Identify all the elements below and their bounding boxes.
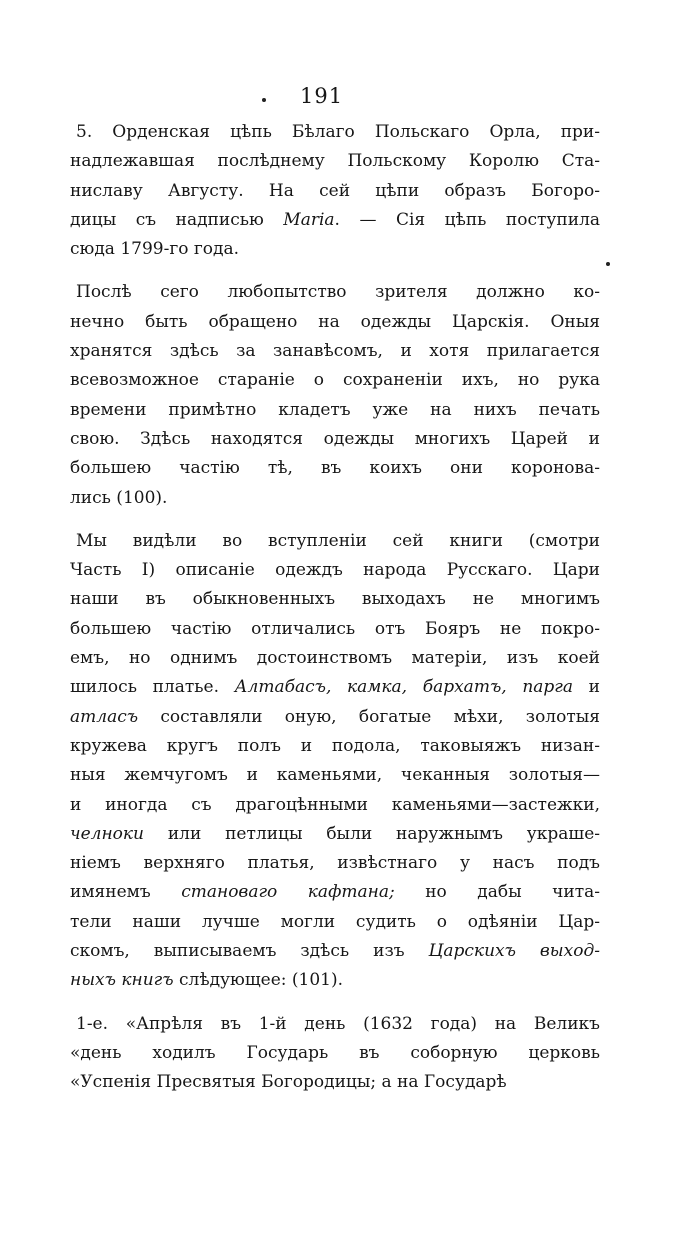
body-text [70, 118, 600, 1098]
text-line [70, 118, 600, 147]
text-line [70, 235, 600, 264]
text-line [70, 615, 600, 644]
text-line [70, 337, 600, 366]
text-line [70, 366, 600, 395]
italic-segment: становаго кафтана; [181, 882, 395, 903]
text-segment: всевозможное стараніе о сохраненіи ихъ, но рука [70, 370, 600, 391]
text-line [70, 791, 600, 820]
text-segment: «Успенія Пресвятыя Богородицы; а на Государѣ [70, 1072, 507, 1093]
text-line [70, 966, 600, 995]
text-segment: 1-е. «Апрѣля въ 1-й день (1632 года) на Великъ [76, 1013, 600, 1034]
text-segment: Мы видѣли во вступленіи сей книги (смотри [76, 530, 600, 551]
italic-segment: Алтабасъ, камка, бархатъ, парга [234, 677, 574, 698]
margin-dot [606, 262, 610, 266]
text-segment: хранятся здѣсь за занавѣсомъ, и хотя прилагается [70, 341, 600, 362]
text-line [70, 732, 600, 761]
italic-segment: атласъ [70, 706, 139, 727]
text-line [70, 908, 600, 937]
text-segment: 5. Орденская цѣпь Бѣлаго Польскаго Орла, при- [76, 122, 600, 142]
paragraph [70, 527, 600, 996]
text-segment: большею частію тѣ, въ коихъ они короновa- [70, 458, 600, 479]
italic-segment: челноки [70, 823, 144, 844]
paragraph-gap [70, 996, 600, 1010]
text-segment: ніемъ верхняго платья, извѣстнаго у насъ подъ [70, 853, 600, 874]
text-line [70, 425, 600, 454]
paragraph [70, 118, 600, 264]
text-line [70, 556, 600, 585]
text-line [70, 177, 600, 206]
text-segment: скомъ, выписываемъ здѣсь изъ [70, 941, 429, 962]
paragraph-gap [70, 264, 600, 278]
text-line [70, 278, 600, 307]
italic-segment: Maria [283, 209, 335, 230]
text-segment: тели наши лучше могли судить о одѣяніи Цар- [70, 911, 600, 932]
text-line [70, 673, 600, 702]
italic-segment: Царскихъ выход- [428, 941, 600, 962]
text-segment: дицы съ надписью [70, 209, 284, 230]
text-line [70, 937, 600, 966]
text-segment: имянемъ [70, 882, 182, 903]
text-segment: составляли оную, богатые мѣхи, золотыя [138, 706, 600, 727]
text-segment: ныя жемчугомъ и каменьями, чеканныя золотыя— [70, 765, 600, 786]
page-number: 191 [300, 84, 344, 108]
text-line [70, 396, 600, 425]
text-segment: «день ходилъ Государь въ соборную церковь [70, 1042, 600, 1063]
text-line [70, 585, 600, 614]
text-line [70, 644, 600, 673]
text-segment: ниславу Августу. На сей цѣпи образъ Богоро- [70, 180, 600, 201]
text-segment: . — Сія цѣпь поступила [334, 209, 601, 230]
text-segment: и [573, 677, 600, 698]
text-segment: но дабы чита- [394, 882, 600, 903]
paragraph [70, 1010, 600, 1098]
text-segment: или петлицы были наружнымъ украше- [144, 823, 600, 844]
text-segment: наши въ обыкновенныхъ выходахъ не многимъ [70, 589, 600, 610]
text-line [70, 484, 600, 513]
margin-dot [262, 98, 266, 102]
text-segment: шилось платье. [70, 677, 235, 698]
text-segment: надлежавшая послѣднему Польскому Королю Ста- [70, 151, 600, 172]
text-line [70, 1039, 600, 1068]
text-segment: емъ, но однимъ достоинствомъ матеріи, изъ коей [70, 648, 600, 669]
text-segment: нечно быть обращено на одежды Царскія. Оныя [70, 311, 600, 332]
text-segment: времени примѣтно кладетъ уже на нихъ печать [70, 399, 600, 420]
text-segment: Часть I) описаніе одеждъ народа Русскаго. Цари [70, 560, 600, 581]
text-line [70, 206, 600, 235]
italic-segment: ныхъ книгъ [70, 970, 174, 991]
text-segment: лись (100). [70, 487, 168, 508]
text-segment: Послѣ сего любопытство зрителя должно ко- [76, 282, 600, 303]
text-line [70, 761, 600, 790]
text-line [70, 878, 600, 907]
paragraph-gap [70, 513, 600, 527]
text-segment: свою. Здѣсь находятся одежды многихъ Царей и [70, 428, 600, 449]
text-segment: сюда 1799-го года. [70, 239, 240, 260]
text-line [70, 1010, 600, 1039]
text-segment: и иногда съ драгоцѣнными каменьями—застежки, [70, 794, 600, 815]
text-line [70, 527, 600, 556]
text-segment: большею частію отличались отъ Бояръ не покро- [70, 618, 600, 639]
text-segment: слѣдующее: (101). [173, 970, 344, 991]
paragraph [70, 278, 600, 512]
text-segment: кружева кругъ полъ и подола, таковыяжъ низан- [70, 735, 600, 756]
text-line [70, 1068, 600, 1097]
text-line [70, 703, 600, 732]
text-line [70, 454, 600, 483]
text-line [70, 849, 600, 878]
text-line [70, 820, 600, 849]
text-line [70, 308, 600, 337]
text-line [70, 147, 600, 176]
